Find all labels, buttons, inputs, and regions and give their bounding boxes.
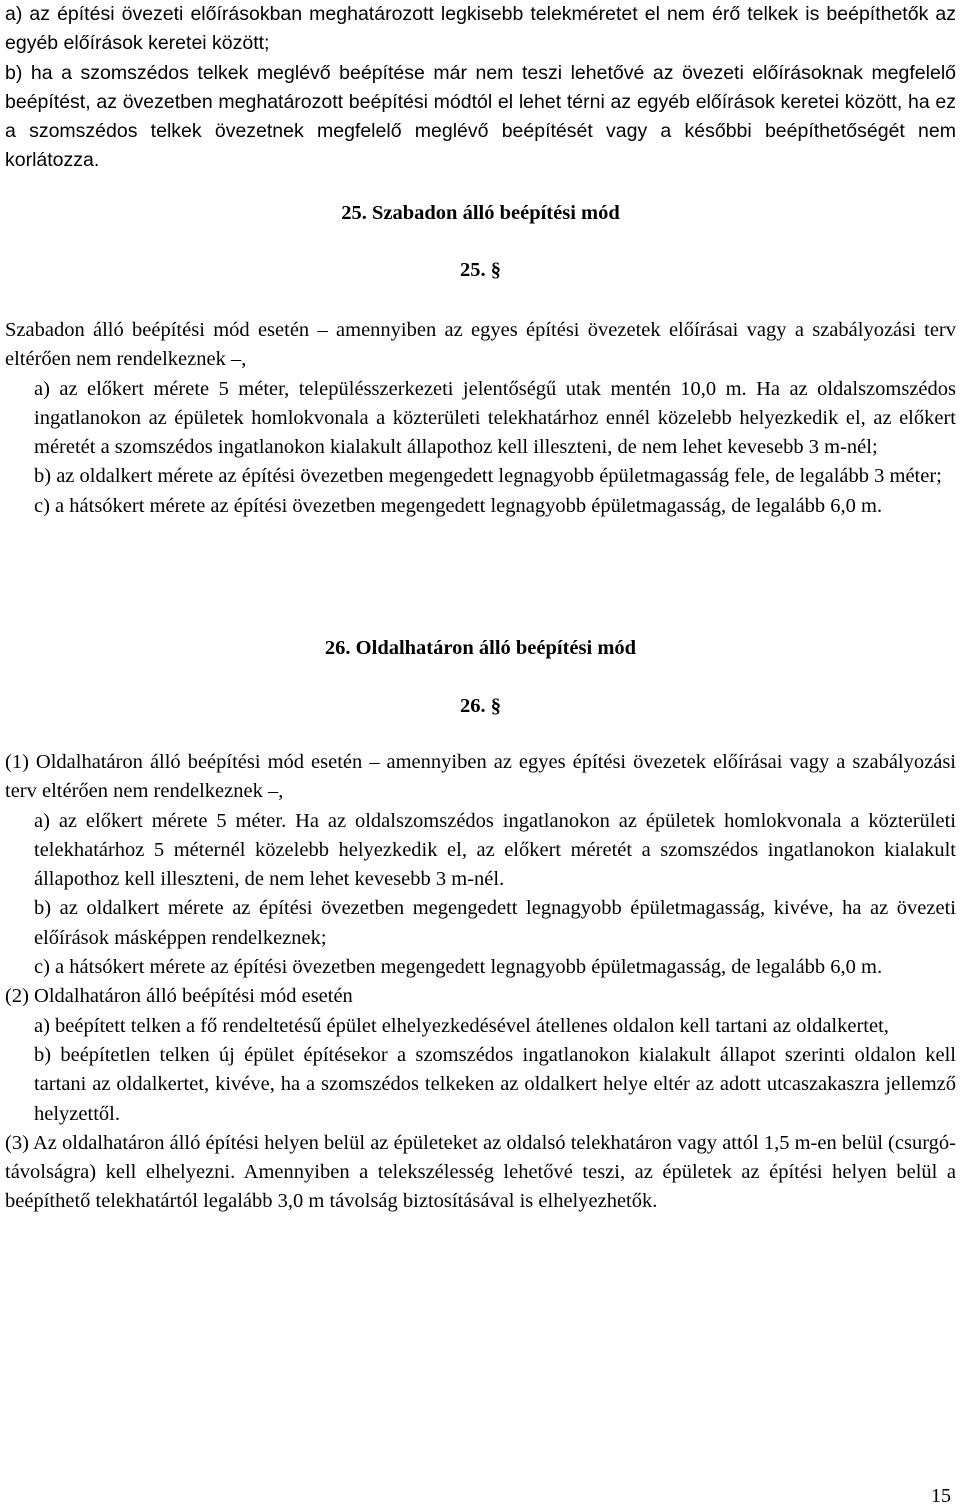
section-26-p3: (3) Az oldalhatáron álló építési helyen belül az épületeket az oldalsó telekhatáron vagy attól 1,5 m-en belül (csurgó-távolságra) kell elhelyezni. Amennyiben a telekszélesség lehetővé teszi, az épületek az építési helyen belül a beépíthető telekhatártól legalább 3,0 m távolság biztosításával is elhelyezhetők. — [5, 1131, 956, 1213]
section-25-body — [5, 316, 956, 521]
section-26-p2-item-a: a) beépített telken a fő rendeltetésű épület elhelyezkedésével átellenes oldalon kell tartani az oldalkertet, — [34, 1014, 889, 1037]
page-number: 15 — [931, 1485, 951, 1507]
section-26-p2-lead: (2) Oldalhatáron álló beépítési mód esetén — [5, 985, 353, 1008]
section-26-body — [5, 748, 956, 1217]
section-26-p1-item-a: a) az előkert mérete 5 méter. Ha az oldalszomszédos ingatlanokon az épületek homlokvonala a közterületi telekhatárhoz 5 méternél közelebb helyezkedik el, az előkert méretét a szomszédos ingatlanokon kialakult állapothoz kell illeszteni, de nem lehet kevesebb 3 m-nél. — [34, 809, 956, 891]
intro-list — [5, 0, 956, 176]
section-25-item-a: a) az előkert mérete 5 méter, településszerkezeti jelentőségű utak mentén 10,0 m. Ha az oldalszomszédos ingatlanokon az épületek homlokvonala a közterületi telekhatárhoz ennél közelebb helyezkedik el, az előkert méretét a szomszédos ingatlanokon kialakult állapothoz kell illeszteni, de nem lehet kevesebb 3 m-nél; — [34, 377, 956, 459]
section-26-paragraph-number: 26. § — [460, 695, 501, 717]
section-26-p2-item-b: b) beépítetlen telken új épület építésekor a szomszédos ingatlanokon kialakult állapot szerinti oldalon kell tartani az oldalkertet, kivéve, ha a szomszédos telkeken az oldalkert helye eltér az adott utcaszakaszra jellemző helyzettől. — [34, 1043, 956, 1125]
section-25-lead: Szabadon álló beépítési mód esetén – amennyiben az egyes építési övezetek előírásai vagy a szabályozási terv eltérően nem rendelkeznek –, — [5, 319, 956, 371]
section-25-heading: 25. Szabadon álló beépítési mód — [341, 202, 620, 224]
section-25-item-b: b) az oldalkert mérete az építési övezetben megengedett legnagyobb épületmagasság fele, de legalább 3 méter; — [34, 465, 942, 488]
section-25-item-c: c) a hátsókert mérete az építési övezetben megengedett legnagyobb épületmagasság, de legalább 6,0 m. — [34, 494, 883, 517]
section-26-p1-item-b: b) az oldalkert mérete az építési övezetben megengedett legnagyobb épületmagasság, kivéve, ha az övezeti előírások másképpen rendelkeznek; — [34, 897, 956, 949]
intro-item-b: b) ha a szomszédos telkek meglévő beépítése már nem teszi lehetővé az övezeti előírásoknak megfelelő beépítést, az övezetben meghatározott beépítési módtól el lehet térni az egyéb előírások keretei között, ha ez a szomszédos telkek övezetnek megfelelő meglévő beépítését vagy a későbbi beépíthetőségét nem korlátozza. — [5, 61, 956, 172]
intro-item-a: a) az építési övezeti előírásokban meghatározott legkisebb telekméretet el nem érő telkek is beépíthetők az egyéb előírások keretei között; — [5, 3, 956, 55]
section-26-p1-lead: (1) Oldalhatáron álló beépítési mód esetén – amennyiben az egyes építési övezetek előírásai vagy a szabályozási terv eltérően nem rendelkeznek –, — [5, 751, 956, 803]
section-26-heading: 26. Oldalhatáron álló beépítési mód — [324, 637, 637, 659]
section-25-paragraph-number: 25. § — [460, 259, 501, 281]
section-26-p1-item-c: c) a hátsókert mérete az építési övezetben megengedett legnagyobb épületmagasság, de legalább 6,0 m. — [34, 956, 883, 979]
